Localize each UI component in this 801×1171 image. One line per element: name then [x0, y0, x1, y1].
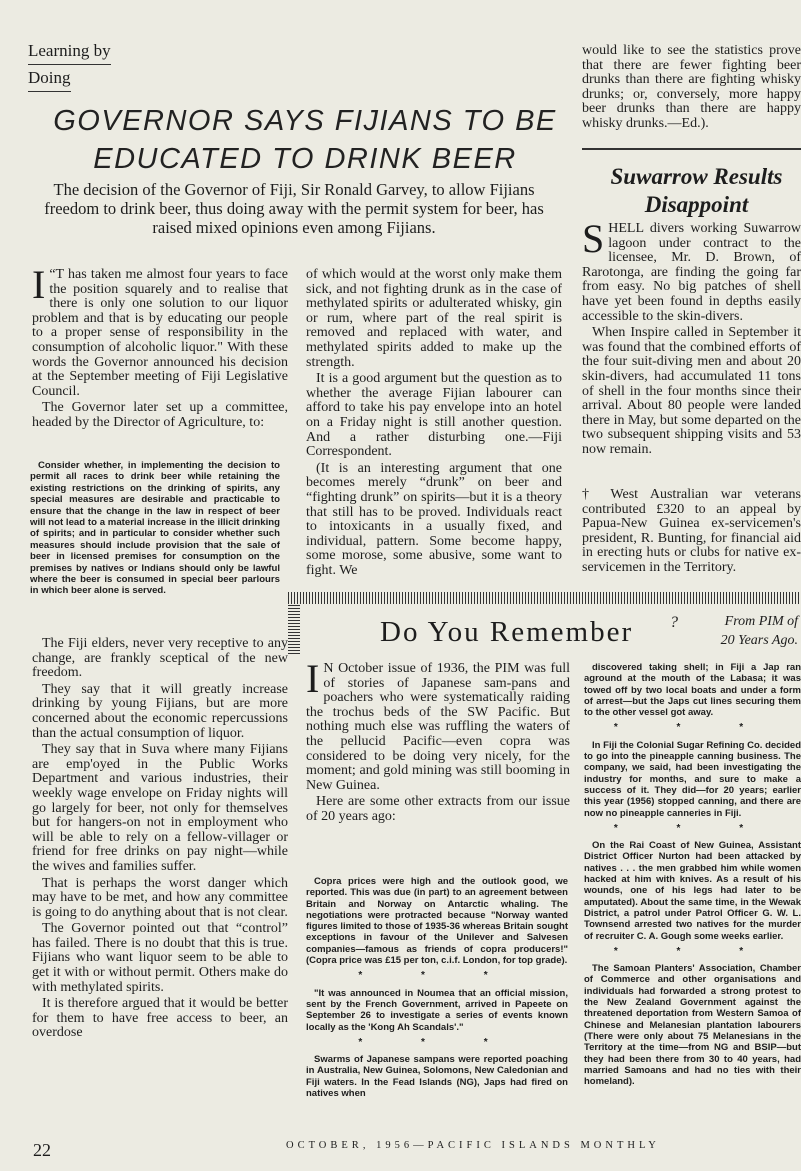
paragraph-text: N October issue of 1936, the PIM was full of stories of Japanese sam-pans and poachers who were systematically raiding the trochus beds of the SW Pacific. But nothing much else was ruffling the waters of the pellucid Pacific—even copra was considered to be doing very nicely, for the moment; and gold mining was still booming in New Guinea. — [306, 662, 570, 793]
drop-cap: S — [582, 222, 605, 261]
remember-item: In Fiji the Colonial Sugar Refining Co. decided to go into the pineapple canning business. The company, we said, had been investigating the industry for months, and sure to make a success of it. They did—for 20 years; earlier this year (1956) stopped canning, and there are now no pineapple canneries in Fiji. — [584, 739, 801, 819]
article-paragraph: The Governor later set up a committee, headed by the Director of Agriculture, to: — [32, 400, 288, 430]
remember-subtitle-line-2: 20 Years Ago. — [720, 633, 798, 648]
article-paragraph: It is therefore argued that it would be better for them to have free access to beer, an overdose — [32, 996, 288, 1041]
article-paragraph: It is a good argument but the question as to whether the average Fijian labourer can afford to take his pay envelope into an hotel on a Friday night is still another question. And a rather disturbing one.—Fiji Correspondent. — [306, 371, 562, 460]
article-column-1-bottom — [32, 637, 288, 1127]
remember-item: The Samoan Planters' Association, Chamber of Commerce and other organisations and individuals had forwarded a strong protest to the New Zealand Government against the threatened deportation from Western Samoa of Chinese and Melanesian plantation labourers (There were only about 75 Melanesians in the Territory at the time—from NG and BSIP—but they had been there from 30 to 40 years, had married Samoans and had no ties with their homeland). — [584, 963, 801, 1088]
article-paragraph: of which would at the worst only make them sick, and not fighting drunk as in the case of methylated spirits or adulterated whisky, gin or rum, where part of the real spirit is removed and replaced with water, and methylated spirits added to make up the strength. — [306, 268, 562, 370]
remember-items-left — [306, 876, 568, 1128]
article-paragraph: The Fiji elders, never very receptive to any change, are frankly sceptical of the new freedom. — [32, 637, 288, 681]
article-headline — [40, 102, 570, 178]
article-paragraph: They say that in Suva where many Fijians are emp'oyed in the Public Works Department and various industries, their weekly wage envelope on Friday nights will go largely for beer, not only for themselves but for hangers-on not in employment who will be able to rely on a fellow-villager or friend for free drinks on pay night—while the wives and families suffer. — [32, 742, 288, 874]
open-quote: “ — [49, 268, 56, 282]
remember-item: On the Rai Coast of New Guinea, Assistant District Officer Nurton had been attacked by natives . . . the men grabbed him while women hacked at him with knives. As a result of his wounds, one of his legs had later to be amputated). About the same time, in the Wewak District, a patrol under Patrol Officer G. W. L. Townsend arrested two natives for the murder of recruiter C. A. Gough some weeks earlier. — [584, 840, 801, 942]
separator-stars: * * * — [613, 722, 772, 734]
page-number: 22 — [33, 1140, 51, 1160]
drop-cap: I — [306, 662, 320, 701]
separator-stars: * * * — [613, 945, 772, 957]
section-kicker — [28, 38, 111, 92]
remember-title: Do You Remember — [380, 616, 634, 648]
hatched-rule-vertical — [288, 604, 300, 654]
article-column-1-top — [32, 268, 288, 462]
remember-intro — [306, 662, 570, 866]
remember-item: Copra prices were high and the outlook good, we reported. This was due (in part) to an agreement between Britain and Norway on Antarctic whaling. The negotiations were protracted because "Norway wanted figures limited to those of 1935-36 whereas Britain sought exceptions in favour of the Unilever and Salvesen companies—famous as friends of copra producers!" (Copra price was £15 per ton, c.i.f. London, for top grade). — [306, 876, 568, 967]
editor-note-continued — [582, 44, 801, 136]
sidebar-story — [582, 222, 801, 458]
article-paragraph: (It is an interesting argument that one becomes merely “drunk” on beer and “fighting drunk” on spirits—but it is a theory that still has to be proved. Individuals react to intoxicants in a usually fixed, and individual, pattern. Some become happy, some morose, some abusive, some want to fight. We — [306, 460, 562, 578]
sidebar-headline — [592, 163, 801, 219]
kicker-line-2: Doing — [28, 65, 71, 92]
remember-subtitle — [694, 612, 798, 650]
remember-paragraph — [306, 662, 570, 793]
sidebar-headline-line-1: Suwarrow Results — [610, 164, 783, 189]
headline-line-1: GOVERNOR SAYS FIJIANS TO BE — [53, 105, 557, 137]
sidebar-paragraph: When Inspire called in September it was found that the combined efforts of the four suit-diving men and about 20 skin-divers, had accumulated 11 tons of shell in the four months since their arrival. About 80 people were landed there in May, but some departed on the two subsequent shipping visits and 53 now remain. — [582, 325, 801, 457]
remember-paragraph: Here are some other extracts from our issue of 20 years ago: — [306, 794, 570, 824]
standfirst: The decision of the Governor of Fiji, Sir Ronald Garvey, to allow Fijians freedom to drink beer, thus doing away with the permit system for beer, has raised mixed opinions even among Fijians. — [44, 180, 544, 237]
hatched-rule — [288, 592, 801, 604]
article-paragraph — [32, 268, 288, 399]
headline-line-2: EDUCATED TO DRINK BEER — [93, 143, 517, 175]
veterans-note-text: † West Australian war veterans contributed £320 to an appeal by Papua-New Guinea ex-servicemen's president, R. Bunting, for financial aid in erecting huts or clubs for native ex-servicemen in the Territory. — [582, 488, 801, 575]
article-column-2 — [306, 268, 562, 586]
veterans-note — [582, 488, 801, 576]
section-divider — [582, 148, 801, 150]
kicker-line-1: Learning by — [28, 38, 111, 65]
remember-item: Swarms of Japanese sampans were reported poaching in Australia, New Guinea, Solomons, New Caledonian and Fiji waters. In the Fead Islands (NG), Japs had fired on natives when — [306, 1054, 568, 1100]
remember-item: "It was announced in Noumea that an official mission, sent by the French Government, arrived in Papeete on September 26 to investigate a series of events known locally as the 'Kong Ah Scandals'." — [306, 987, 568, 1033]
remember-question-mark: ? — [670, 614, 678, 631]
editor-note-text: would like to see the statistics prove that there are fewer fighting beer drunks than there are fighting whisky drunks; or, conversely, more happy beer drunks than there are happy whisky drunks.—Ed.). — [582, 44, 801, 131]
remember-subtitle-line-1: From PIM of — [724, 614, 798, 629]
separator-stars: * * * — [358, 1036, 516, 1048]
paragraph-text: T has taken me almost four years to face the position squarely and to realise that there is only one solution to our liquor problem and that is by educating our people to a proper sense of responsibility in the consumption of alcoholic liquor." With these words the Governor announced his decision at the September meeting of Fiji Legislative Council. — [32, 268, 288, 399]
paragraph-text: HELL divers working Suwarrow lagoon under contract to the licensee, Mr. D. Brown, of Rarotonga, are finding the going far from easy. No big patches of shell have yet been found in depths easily accessible to the skin-divers. — [582, 222, 801, 324]
running-footer: OCTOBER, 1956—PACIFIC ISLANDS MONTHLY — [286, 1140, 660, 1151]
sidebar-paragraph — [582, 222, 801, 324]
remember-items-right — [584, 662, 801, 1128]
article-paragraph: The Governor pointed out that “control” has failed. There is no doubt that this is true. Fijians who want liquor seem to be able to get it with or without permit. Others make do with methylated spirits. — [32, 921, 288, 995]
separator-stars: * * * — [358, 970, 516, 982]
article-paragraph: That is perhaps the worst danger which may have to be met, and how any committee is going to do anything about that is not clear. — [32, 875, 288, 920]
quote-text: Consider whether, in implementing the decision to permit all races to drink beer while retaining the existing restrictions on the drinking of spirits, any special measures are desirable and practicable to ensure that the change in the law in respect of beer will not lead to a material increase in the illicit drinking of spirits; and in particular to consider whether such measures should include provision that the sale of beer in licensed premises for consumption on the premises by natives or Indians should only be lawful where the beer is consumed in special beer parlours in which beer alone is served. — [30, 460, 280, 597]
separator-stars: * * * — [613, 822, 772, 834]
sidebar-headline-line-2: Disappoint — [644, 192, 749, 217]
terms-of-reference-quote — [30, 460, 280, 624]
remember-item: discovered taking shell; in Fiji a Jap ran aground at the mouth of the Labasa; it was towed off by two local boats and under a form of arrest—but the Japs cut lines securing them to the other vessel got away. — [584, 662, 801, 719]
article-paragraph: They say that it will greatly increase drinking by young Fijians, but are more concerned about the economic repercussions than the actual consumption of liquor. — [32, 681, 288, 741]
drop-cap: I — [32, 268, 46, 307]
